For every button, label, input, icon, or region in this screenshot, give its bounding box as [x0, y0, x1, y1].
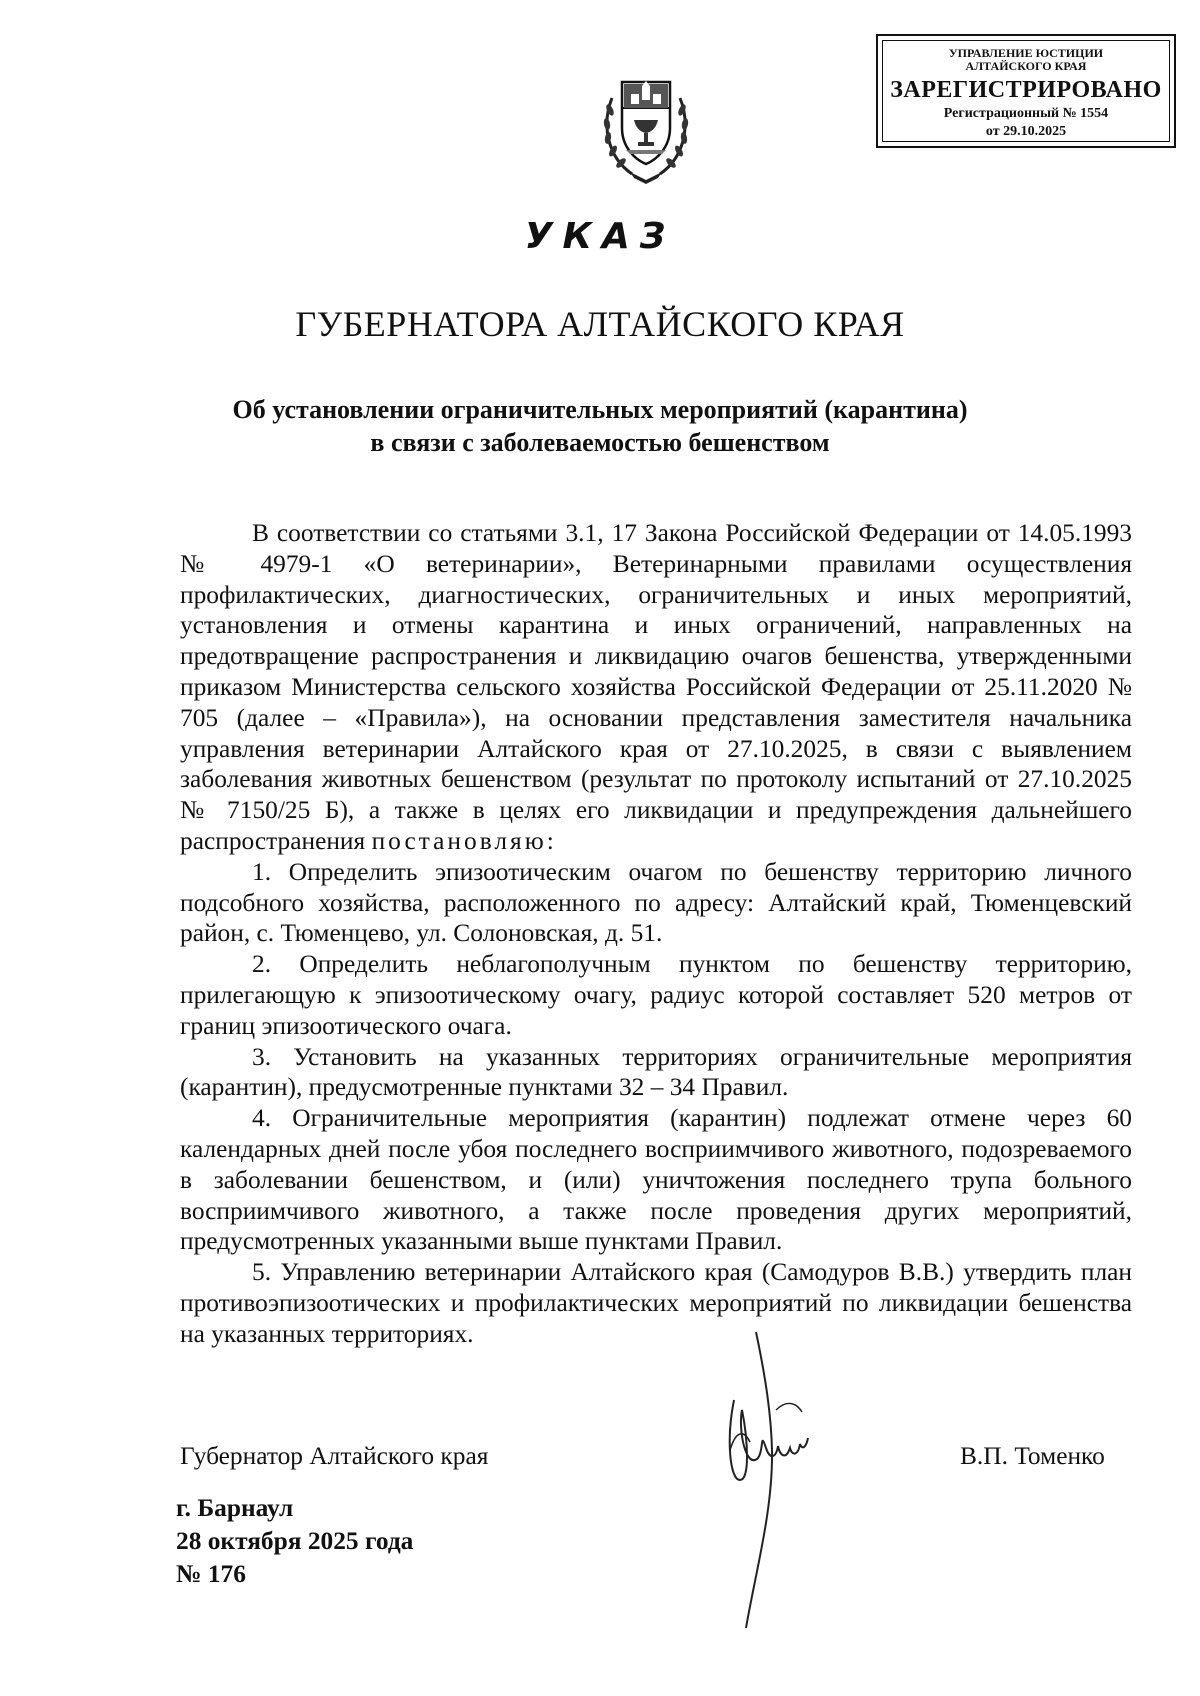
intro-text: В соответствии со статьями 3.1, 17 Закона Российской Федерации от 14.05.1993 № 4979-1 «О ветеринарии», Ветеринарными правилами осуществления профилактических, диагностических, ограничительных и иных мероприятий, установления и отмены карантина и иных ограничений, направленных на предотвращение распространения и ликвидацию очагов бешенства, утвержденными приказом Министерства сельского хозяйства Российской Федерации от 25.11.2020 № 705 (далее – «Правила»), на основании представления заместителя начальника управления ветеринарии Алтайского края от 27.10.2025, в связи с выявлением заболевания животных бешенством (результат по протоколу испытаний от 27.10.2025 № 7150/25 Б), а также в целях его ликвидации и предупреждения дальнейшего распространения [180, 519, 1132, 855]
decree-word: постановляю [371, 826, 547, 855]
handwritten-signature [716, 1330, 846, 1630]
decree-item-2: 2. Определить неблагополучным пунктом по бешенству территорию, прилегающую к эпизоотическому очагу, радиус которой составляет 520 метров от границ эпизоотического очага. [180, 950, 1132, 1040]
decree-colon: : [546, 826, 554, 855]
decree-item-5: 5. Управлению ветеринарии Алтайского края (Самодуров В.В.) утвердить план противоэпизоотических и профилактических мероприятий по ликвидации бешенства на указанных территориях. [180, 1258, 1132, 1348]
decree-item-3: 3. Установить на указанных территориях ограничительные мероприятия (карантин), предусмотренные пунктами 32 – 34 Правил. [180, 1042, 1132, 1102]
document-place-date-number [176, 1492, 413, 1591]
stamp-registration-number: Регистрационный № 1554 [943, 106, 1109, 121]
heading-line-2: в связи с заболеваемостью бешенством [370, 428, 830, 457]
decree-item-4: 4. Ограничительные мероприятия (карантин) подлежат отмене через 60 календарных дней после убоя последнего восприимчивого животного, подозреваемого в заболевании бешенством, и (или) уничтожения последнего трупа больного восприимчивого животного, а также после проведения других мероприятий, предусмотренных указанными выше пунктами Правил. [180, 1104, 1132, 1256]
stamp-inner-border [882, 40, 1170, 142]
document-heading [0, 393, 1200, 459]
document-body [180, 518, 1132, 1350]
document-city: г. Барнаул [176, 1494, 294, 1522]
signatory-name: В.П. Томенко [960, 1442, 1105, 1470]
stamp-date: от 29.10.2025 [985, 124, 1067, 139]
stamp-registered: ЗАРЕГИСТРИРОВАНО [890, 77, 1162, 103]
decree-item-1: 1. Определить эпизоотическим очагом по бешенству территорию личного подсобного хозяйства, расположенного по адресу: Алтайский край, Тюменцевский район, с. Тюменцево, ул. Солоновская, д. 51. [180, 857, 1132, 948]
document-date: 28 октября 2025 года [176, 1527, 414, 1555]
stamp-region: АЛТАЙСКОГО КРАЯ [965, 59, 1087, 73]
intro-paragraph [180, 518, 1132, 857]
stamp-organization: УПРАВЛЕНИЕ ЮСТИЦИИ [948, 46, 1104, 60]
document-subtitle: ГУБЕРНАТОРА АЛТАЙСКОГО КРАЯ [295, 304, 905, 344]
document-number: № 176 [176, 1560, 246, 1588]
heading-line-1: Об установлении ограничительных мероприятий (карантина) [232, 395, 968, 424]
document-title: УКАЗ [524, 216, 676, 257]
signatory-position: Губернатор Алтайского края [180, 1442, 489, 1470]
registration-stamp [876, 34, 1176, 148]
coat-of-arms-icon [598, 68, 694, 186]
